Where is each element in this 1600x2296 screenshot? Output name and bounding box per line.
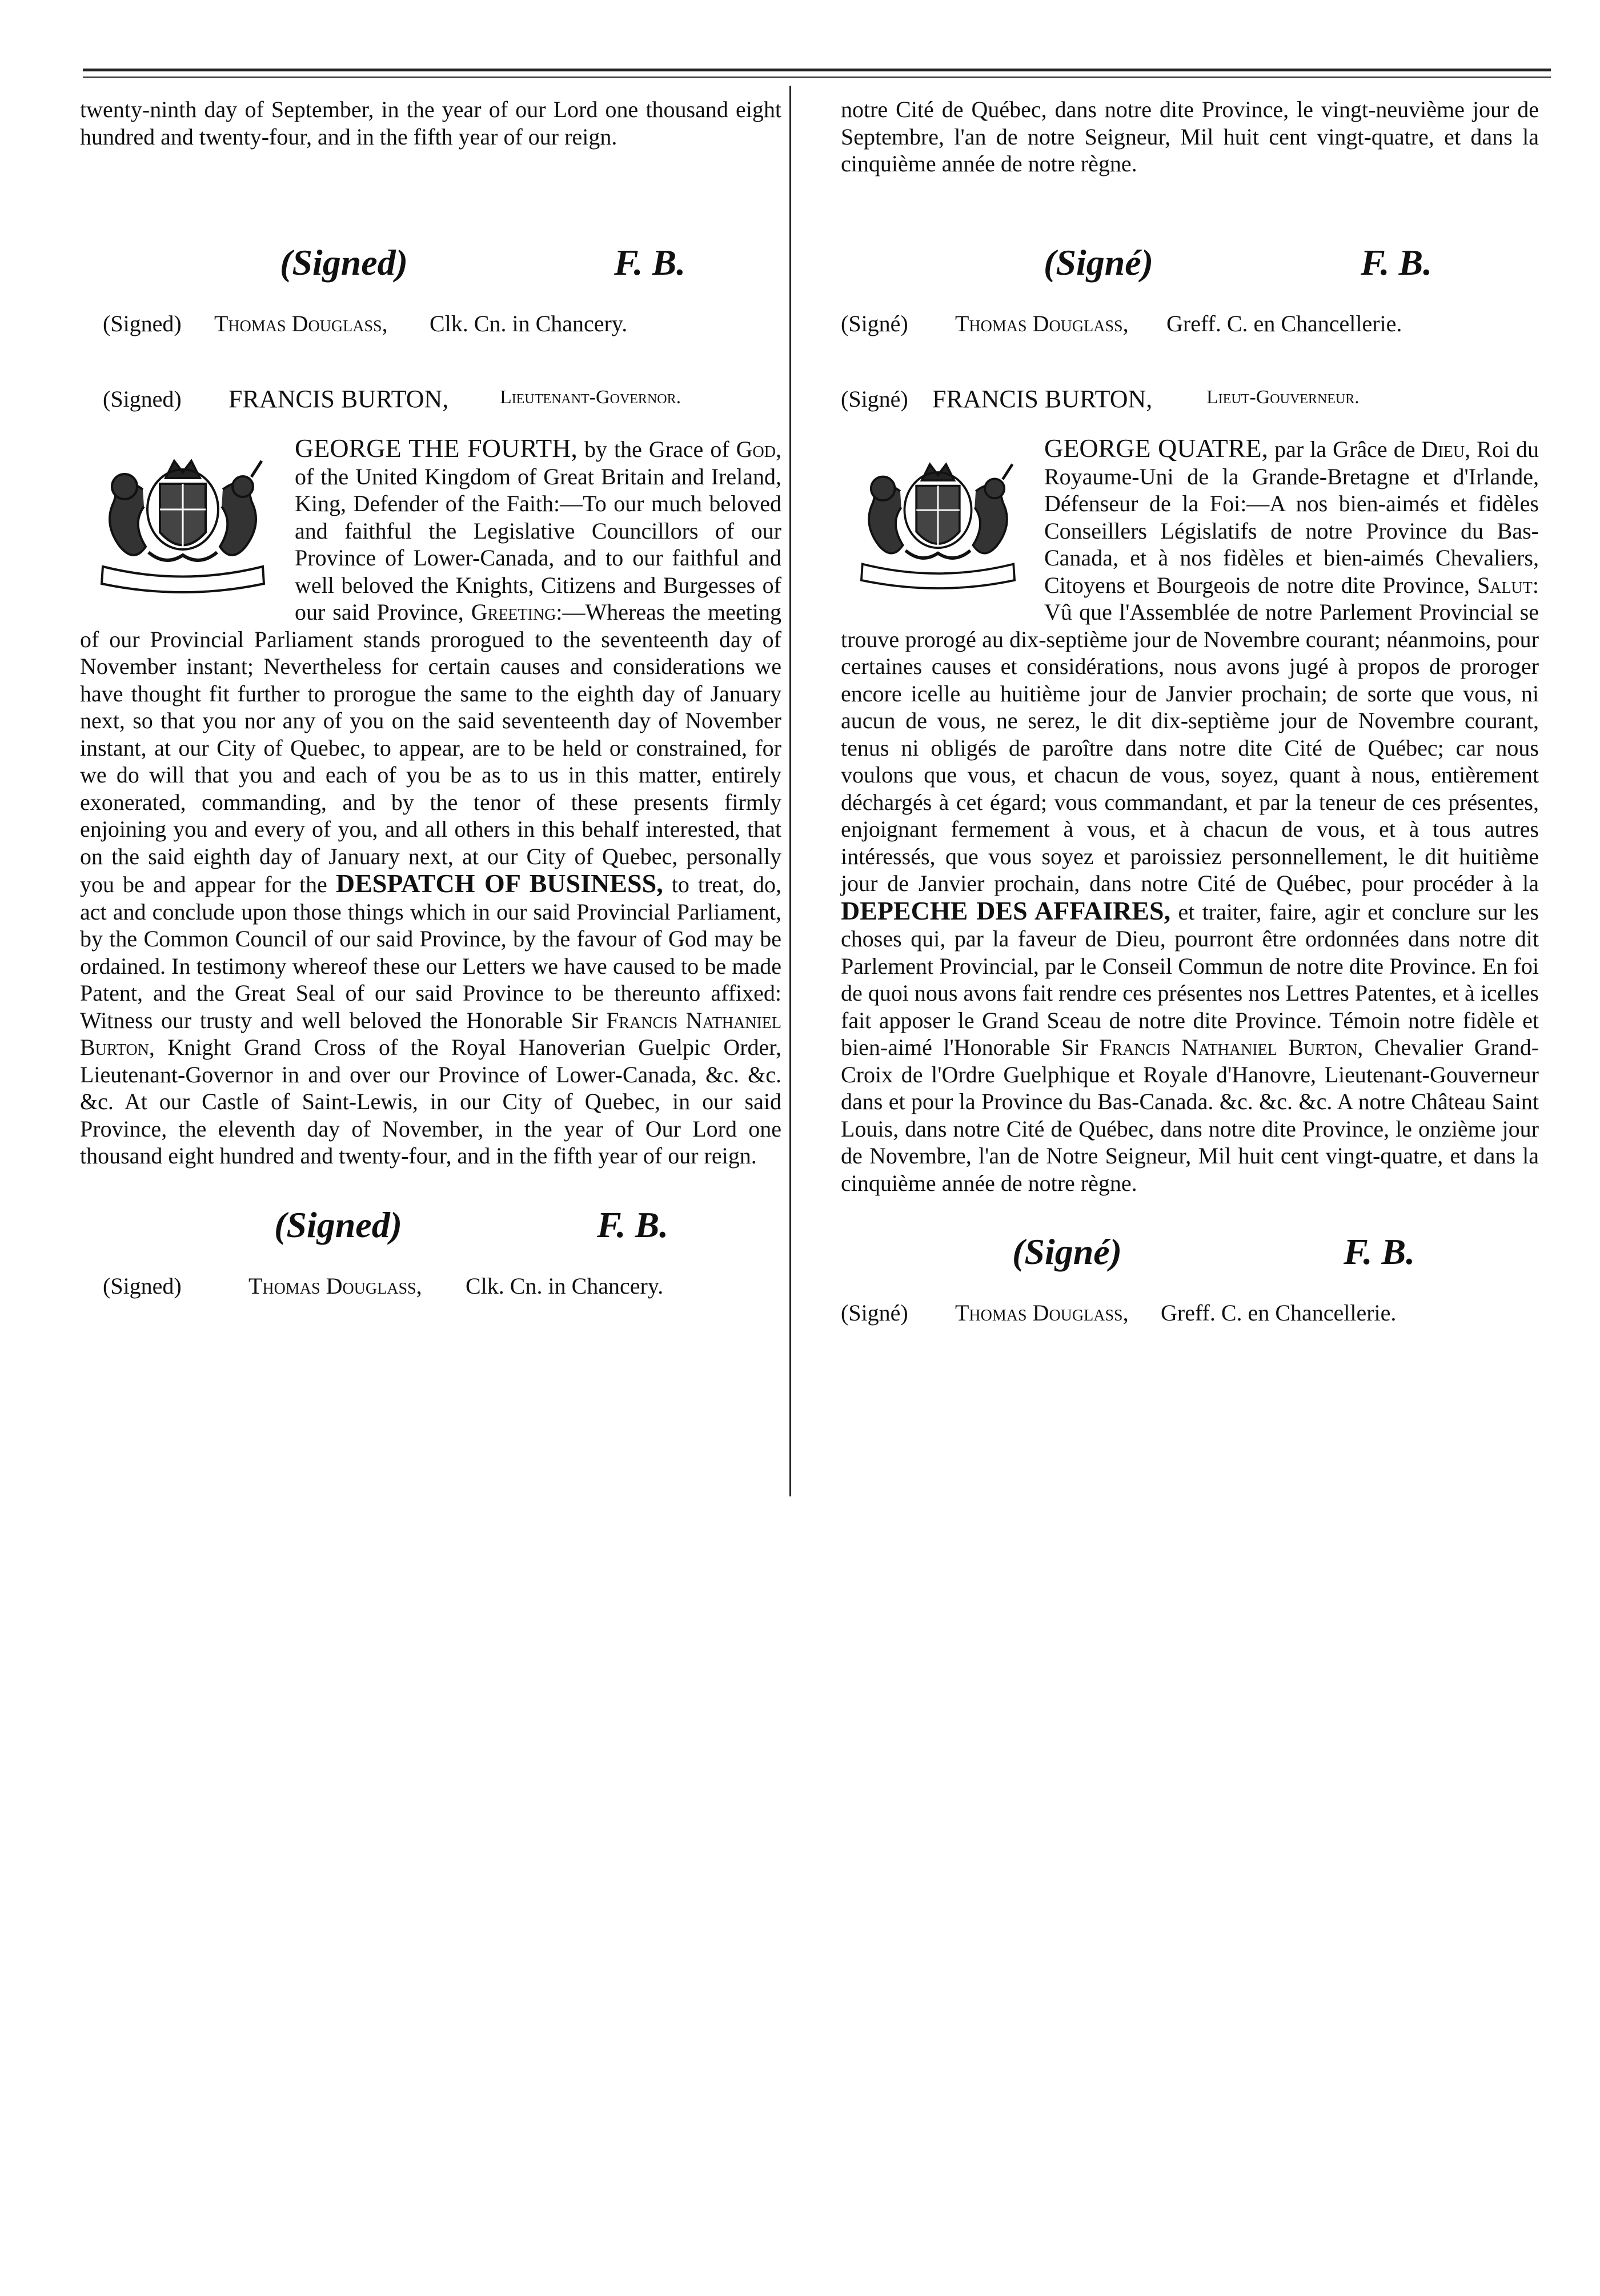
governor-full-name: Francis Nathaniel Burton, (80, 1007, 781, 1060)
governor-full-name-fr: Francis Nathaniel Burton, (1099, 1034, 1364, 1060)
depeche-heading: DEPECHE DES AFFAIRES, (841, 896, 1171, 925)
signature-block (80, 242, 781, 310)
governor-name-fr: FRANCIS BURTON, (932, 385, 1153, 413)
clerk-title-fr-2: Greff. C. en Chancellerie. (1161, 1300, 1397, 1326)
top-rule-thin (83, 77, 1551, 78)
signed-label: (Signed) (280, 242, 408, 283)
salut-word: Salut (1477, 572, 1533, 598)
governor-signed-label-fr: (Signé) (841, 386, 908, 412)
signed-label-2: (Signed) (274, 1204, 402, 1245)
signed-label-fr-2: (Signé) (1012, 1231, 1122, 1272)
despatch-heading: DESPATCH OF BUSINESS, (335, 869, 663, 898)
proclamation-king-name: GEORGE THE FOURTH, (295, 433, 578, 463)
english-proclamation: GEORGE THE FOURTH, by the Grace of God, of the United Kingdom of Great Britain and Ireland, King, Defender of the Faith:—To our much beloved and faithful the Legislative Councillors of our Province of Lower-Canada, and to our faithful and well beloved the Knights, Citizens and Burgesses of our said Province, Greeting:—Whereas the meeting of our Provincial Parliament stands prorogued to the seventeenth day of November instant; Nevertheless for certain causes and considerations we have thought fit further to prorogue the same to the eighth day of January next, so that you nor any of you on the said seventeenth day of November instant, at our City of Quebec, to appear, are to be held or constrained, for we do will that you and each of you be as to us in this matter, entirely exonerated, commanding, and by the tenor of these presents firmly enjoining you and every of you, and all others in this behalf interested, that on the said eighth day of January next, at our City of Quebec, personally you be and appear for the DESPATCH OF BUSINESS, to treat, do, act and conclude upon those things which in our said Provincial Parliament, by the Common Council of our said Province, by the favour of God may be ordained. In testimony whereof these our Letters we have caused to be made Patent, and the Great Seal of our said Province to be thereunto affixed: Witness our trusty and well beloved the Honorable Sir Francis Nathaniel Burton, Knight Grand Cross of the Royal Hanoverian Guelpic Order, Lieutenant-Governor in and over our Province of Lower-Canada, &c. &c. &c. At our Castle of Saint-Lewis, in our City of Quebec, in our said Province, the eleventh day of November, in the year of Our Lord one thousand eight hundred and twenty-four, and in the fifth year of our reign. (80, 433, 782, 1169)
signature-block-fr-2 (841, 1231, 1539, 1299)
french-lead-text: notre Cité de Québec, dans notre dite Province, le vingt-neuvième jour de Septembre, l'an de notre Seigneur, Mil huit cent vingt-quatre, et dans la cinquième année de notre règne. (841, 97, 1539, 176)
top-rule (83, 69, 1551, 71)
governor-title-fr: Lieut-Gouverneur. (1206, 387, 1360, 408)
clerk-name-fr-2: Thomas Douglass, (955, 1300, 1129, 1326)
attestation-label-fr-2: (Signé) (841, 1300, 908, 1326)
clerk-name: Thomas Douglass, (214, 311, 388, 336)
royal-coat-of-arms-icon (841, 438, 1035, 604)
initials-fr: F. B. (1361, 242, 1433, 283)
proclamation-king-name-fr: GEORGE QUATRE, (1044, 433, 1269, 463)
clerk-title: Clk. Cn. in Chancery. (430, 311, 628, 336)
signature-block-2 (80, 1204, 781, 1273)
clerk-title-2: Clk. Cn. in Chancery. (466, 1273, 664, 1299)
attestation-label-fr: (Signé) (841, 311, 908, 336)
initials-fr-2: F. B. (1344, 1231, 1415, 1272)
clerk-title-fr: Greff. C. en Chancellerie. (1166, 311, 1402, 336)
attestation-line (80, 310, 781, 367)
governor-signature (80, 384, 781, 435)
english-lead-text: twenty-ninth day of September, in the year of our Lord one thousand eight hundred and twenty-four, and in the fifth year of our reign. (80, 97, 781, 150)
governor-signed-label: (Signed) (103, 386, 182, 412)
initials-2: F. B. (597, 1204, 669, 1245)
attestation-line-fr (841, 310, 1539, 367)
clerk-name-fr: Thomas Douglass, (955, 311, 1129, 336)
column-divider (789, 86, 791, 1496)
attestation-line-fr-2 (841, 1299, 1539, 1356)
royal-coat-of-arms-icon (80, 438, 286, 604)
attestation-line-2 (80, 1273, 781, 1330)
attestation-label: (Signed) (103, 311, 182, 336)
french-proclamation: GEORGE QUATRE, par la Grâce de Dieu, Roi du Royaume-Uni de la Grande-Bretagne et d'Irlande, Défenseur de la Foi:—A nos bien-aimés et fidèles Conseillers Législatifs de notre Province du Bas-Canada, et à nos fidèles et bien-aimés Chevaliers, Citoyens et Bourgeois de notre dite Province, Salut: Vû que l'Assemblée de notre Parlement Provincial se trouve prorogé au dix-septième jour de Novembre courant; néanmoins, pour certaines causes et considérations, nous avons jugé à propos de proroger encore icelle au huitième jour de Janvier prochain; de sorte que vous, ni aucun de vous, ne serez, le dit dix-septième jour de Novembre courant, tenus ni obligés de paroître dans notre dite Cité de Québec; car nous voulons que vous, et chacun de vous, soyez, quant à nous, entièrement déchargés à cet égard; vous commandant, et par la teneur de ces présentes, enjoignant fermement à vous, et à chacun de vous, et à tous autres intéressés, que vous soyez et paroissiez personnellement, le dit huitième jour de Janvier prochain, dans notre Cité de Québec, pour procéder à la DEPECHE DES AFFAIRES, et traiter, faire, agir et conclure sur les choses qui, par la faveur de Dieu, pourront être ordonnées dans notre dit Parlement Provincial, par le Conseil Commun de notre dite Province. En foi de quoi nous avons fait rendre ces présentes nos Lettres Patentes, et à icelles fait apposer le Grand Sceau de notre dite Province. Témoin notre fidèle et bien-aimé l'Honorable Sir Francis Nathaniel Burton, Chevalier Grand-Croix de l'Ordre Guelphique et Royale d'Hanovre, Lieutenant-Gouverneur dans et pour la Province du Bas-Canada. &c. &c. &c. A notre Château Saint Louis, dans notre Cité de Québec, dans notre dite Province, le onzième jour de Novembre, l'an de Notre Seigneur, Mil huit cent vingt-quatre, et dans la cinquième année de notre règne. (841, 433, 1539, 1196)
attestation-label-2: (Signed) (103, 1273, 182, 1299)
signature-block-fr (841, 242, 1539, 310)
greeting-word: Greeting (471, 599, 556, 625)
initials: F. B. (614, 242, 686, 283)
governor-name: FRANCIS BURTON, (228, 385, 449, 413)
governor-title: Lieutenant-Governor. (500, 387, 681, 408)
governor-signature-fr (841, 384, 1539, 435)
signed-label-fr: (Signé) (1044, 242, 1153, 283)
clerk-name-2: Thomas Douglass, (248, 1273, 422, 1299)
english-column (80, 96, 781, 1330)
french-column (841, 96, 1539, 1356)
